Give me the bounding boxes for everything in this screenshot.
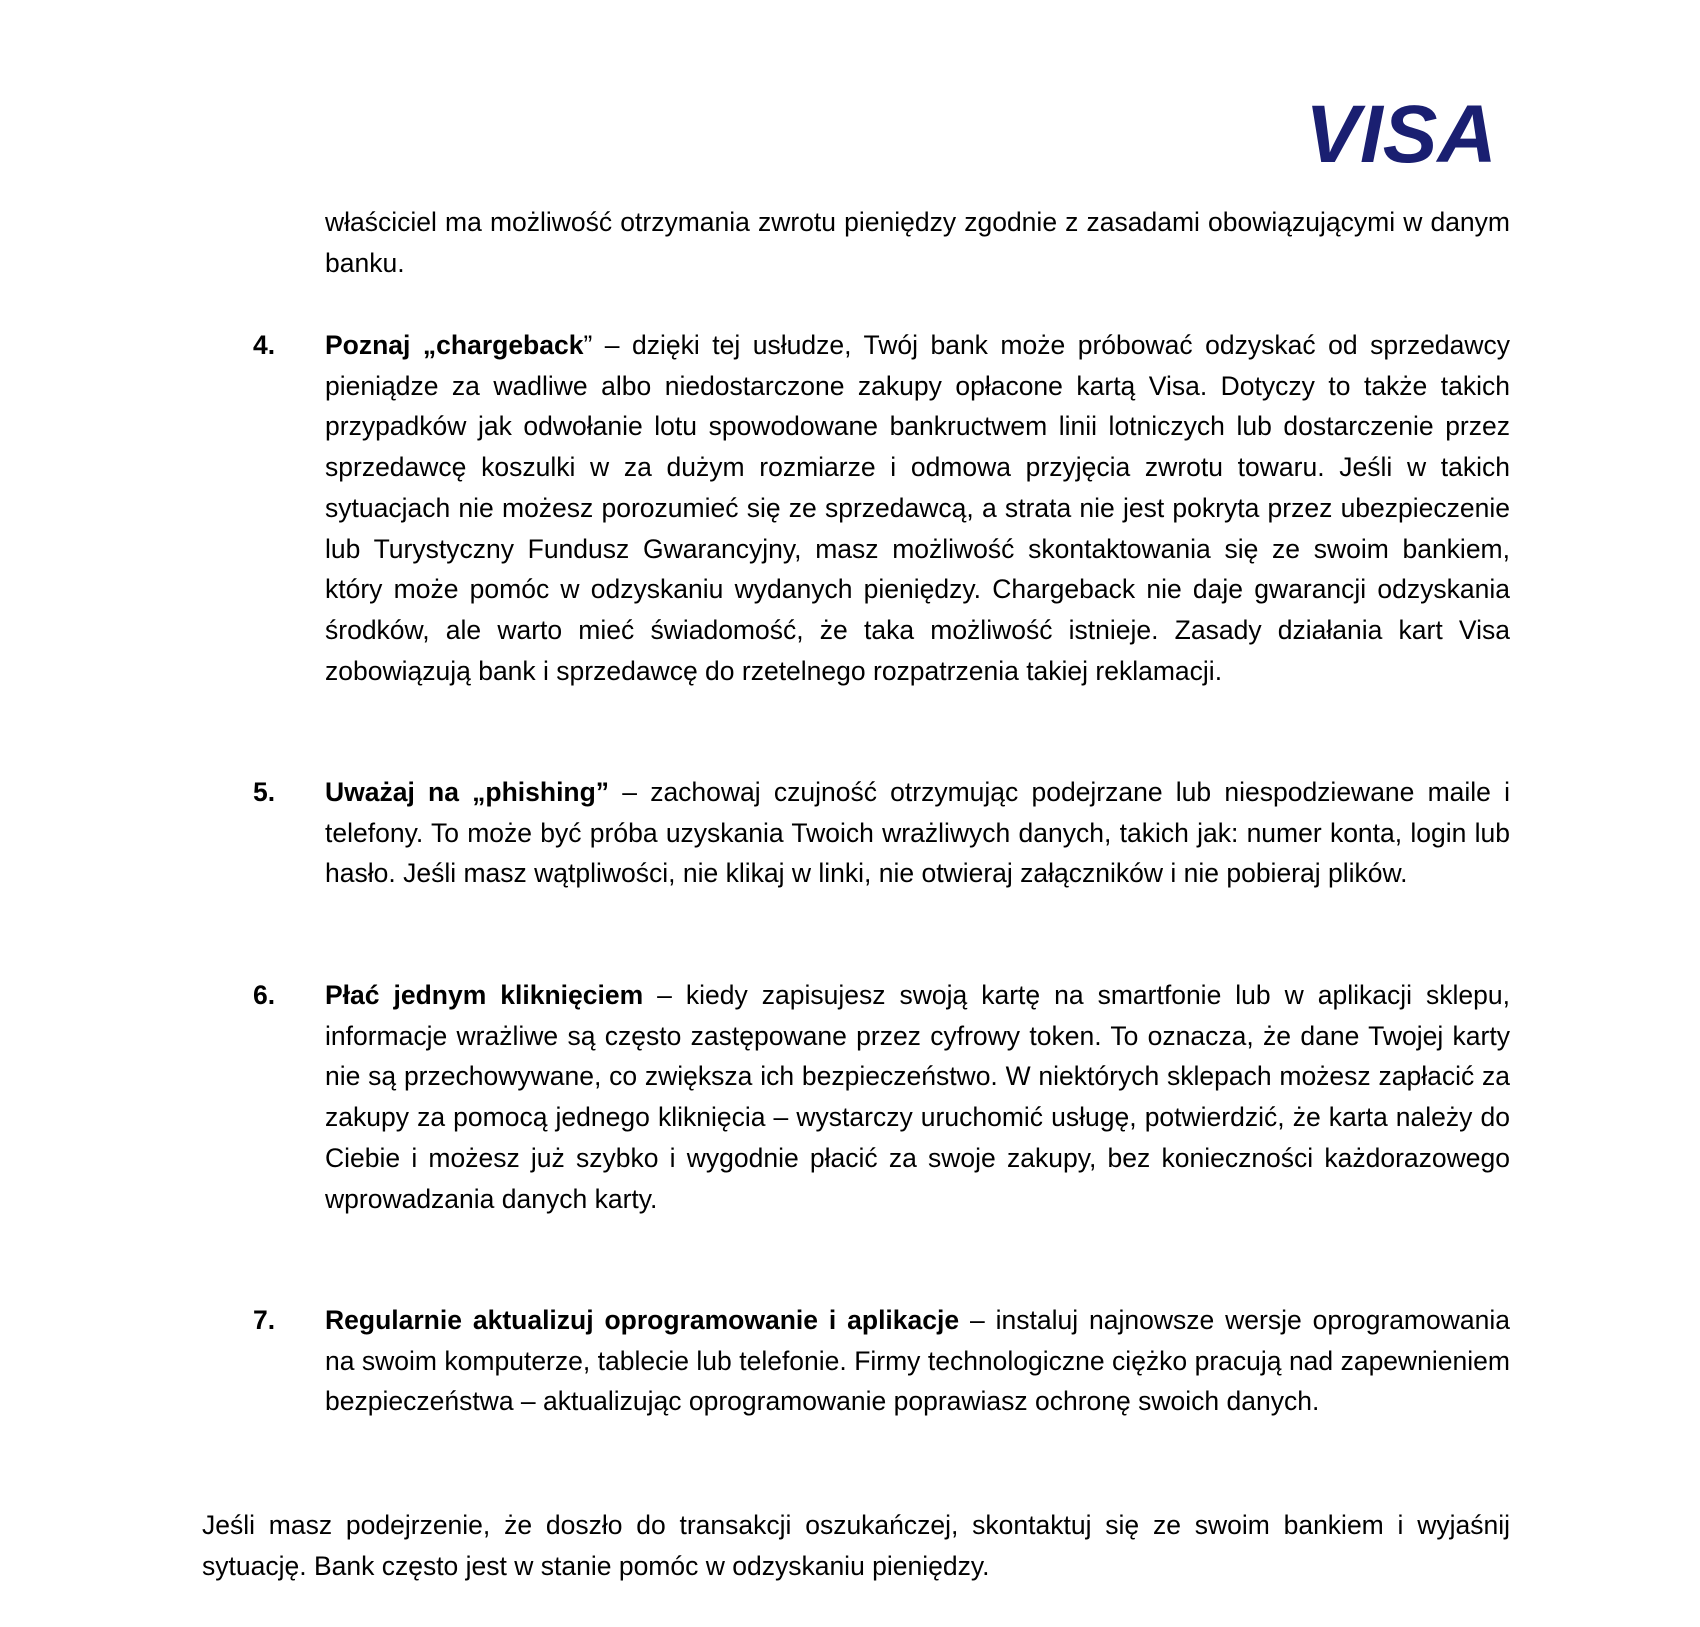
list-item-number: 4.: [253, 330, 276, 360]
list-item-number: 5.: [253, 777, 276, 807]
item-text: – instaluj najnowsze wersje oprogramowania na swoim komputerze, tablecie lub telefonie. Firmy technologiczne ciężko pracują nad zapewnieniem bezpieczeństwa – aktualizując oprogramowanie poprawiasz ochronę swoich danych.: [325, 1305, 1510, 1417]
list-item-one-click: [325, 975, 1510, 1219]
item-title: Poznaj „chargeback: [325, 330, 584, 360]
visa-logo: [1292, 96, 1510, 170]
list-item-number: 7.: [253, 1305, 276, 1335]
item-title-suffix: ”: [583, 330, 593, 360]
item-title: Regularnie aktualizuj oprogramowanie i aplikacje: [325, 1305, 960, 1335]
visa-logo-mark: [1292, 96, 1510, 170]
item-text: – dzięki tej usłudze, Twój bank może próbować odzyskać od sprzedawcy pieniądze za wadliwe albo niedostarczone zakupy opłacone kartą Visa. Dotyczy to także takich przypadków jak odwołanie lotu spowodowane bankructwem linii lotniczych lub dostarczenie przez sprzedawcę koszulki w za dużym rozmiarze i odmowa przyjęcia zwrotu towaru. Jeśli w takich sytuacjach nie możesz porozumieć się ze sprzedawcą, a strata nie jest pokryta przez ubezpieczenie lub Turystyczny Fundusz Gwarancyjny, masz możliwość skontaktowania się ze swoim bankiem, który może pomóc w odzyskaniu wydanych pieniędzy. Chargeback nie daje gwarancji odzyskania środków, ale warto mieć świadomość, że taka możliwość istnieje. Zasady działania kart Visa zobowiązują bank i sprzedawcę do rzetelnego rozpatrzenia takiej reklamacji.: [325, 330, 1510, 686]
list-item-phishing: [325, 772, 1510, 894]
continuation-paragraph: właściciel ma możliwość otrzymania zwrotu pieniędzy zgodnie z zasadami obowiązującymi w danym banku.: [325, 207, 1510, 278]
list-item-chargeback: [325, 325, 1510, 691]
list-item-updates: [325, 1300, 1510, 1422]
item-title: Uważaj na „phishing”: [325, 777, 610, 807]
item-title: Płać jednym kliknięciem: [325, 980, 644, 1010]
item-text: – kiedy zapisujesz swoją kartę na smartfonie lub w aplikacji sklepu, informacje wrażliwe są często zastępowane przez cyfrowy token. To oznacza, że dane Twojej karty nie są przechowywane, co zwiększa ich bezpieczeństwo. W niektórych sklepach możesz zapłacić za zakupy za pomocą jednego kliknięcia – wystarczy uruchomić usługę, potwierdzić, że karta należy do Ciebie i możesz już szybko i wygodnie płacić za swoje zakupy, bez konieczności każdorazowego wprowadzania danych karty.: [325, 980, 1510, 1214]
visa-logo-text: VISA: [1305, 96, 1497, 170]
closing-paragraph: Jeśli masz podejrzenie, że doszło do transakcji oszukańczej, skontaktuj się ze swoim bankiem i wyjaśnij sytuację. Bank często jest w stanie pomóc w odzyskaniu pieniędzy.: [202, 1510, 1510, 1581]
list-item-number: 6.: [253, 980, 276, 1010]
item-text: – zachowaj czujność otrzymując podejrzane lub niespodziewane maile i telefony. To może być próba uzyskania Twoich wrażliwych danych, takich jak: numer konta, login lub hasło. Jeśli masz wątpliwości, nie klikaj w linki, nie otwieraj załączników i nie pobieraj plików.: [325, 777, 1511, 889]
